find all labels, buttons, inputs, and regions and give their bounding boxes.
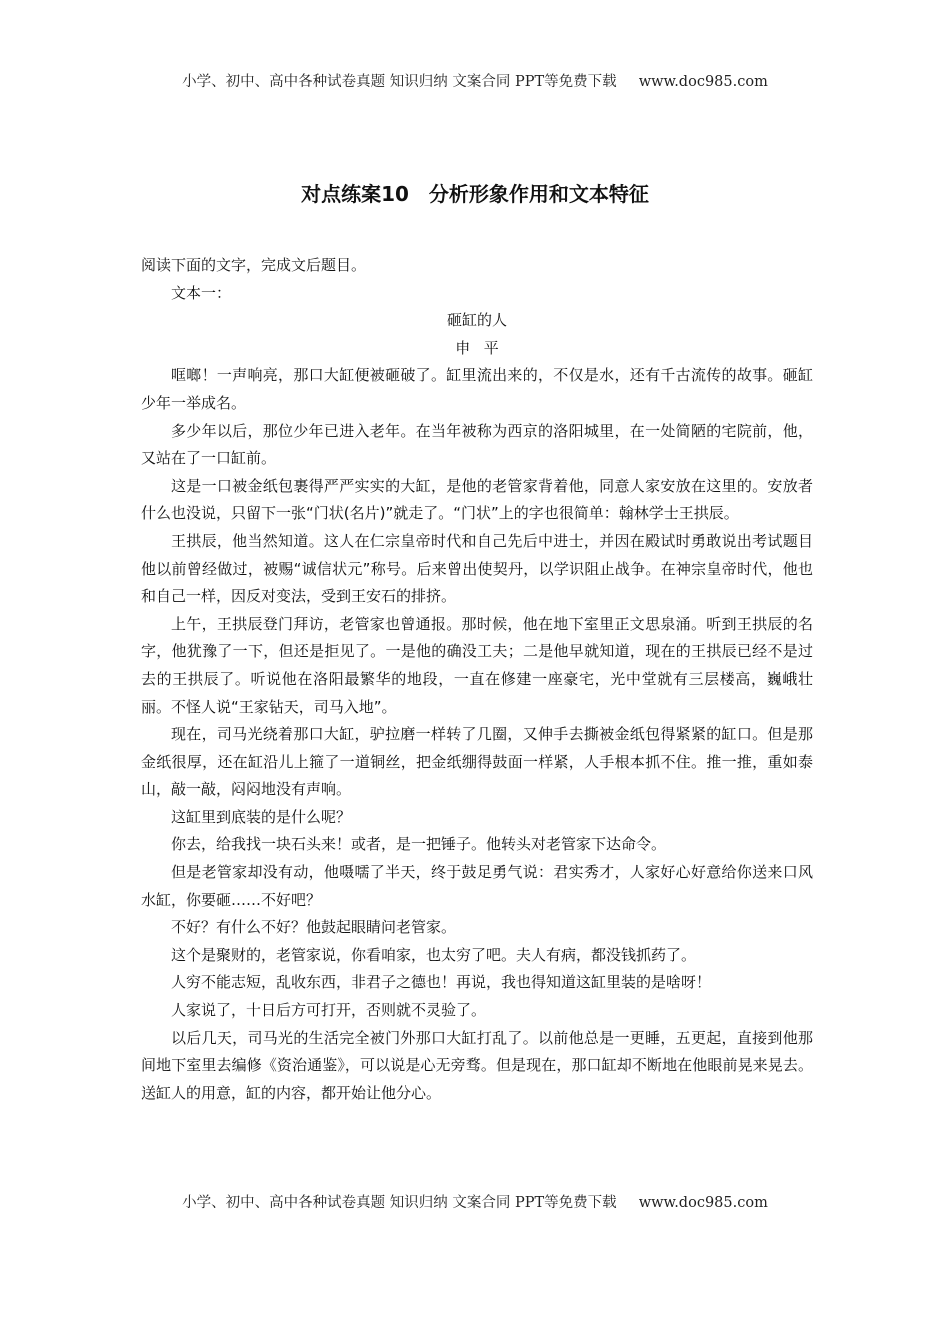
- page-title: 对点练案10 分析形象作用和文本特征: [301, 182, 649, 206]
- story-paragraph: 不好？有什么不好？他鼓起眼睛问老管家。: [171, 918, 457, 937]
- section-label: 文本一：: [171, 283, 232, 302]
- story-paragraph: 这个是聚财的，老管家说，你看咱家，也太穷了吧。夫人有病，都没钱抓药了。: [171, 945, 697, 964]
- story-paragraph: 这缸里到底装的是什么呢？: [171, 807, 352, 826]
- story-paragraph: 哐啷！一声响亮，那口大缸便被砸破了。缸里流出来的，不仅是水，还有千古流传的故事。砸缸少年一举成名。: [141, 366, 813, 412]
- story-paragraph: 上午，王拱辰登门拜访，老管家也曾通报。那时候，他在地下室里正文思泉涌。听到王拱辰的名字，他犹豫了一下，但还是拒见了。一是他的确没工夫；二是他早就知道，现在的王拱辰已经不是过去的王拱辰了。听说他在洛阳最繁华的地段，一直在修建一座豪宅，光中堂就有三层楼高，巍峨壮丽。不怪人说“王家钻天，司马入地”。: [141, 614, 813, 716]
- story-paragraph: 现在，司马光绕着那口大缸，驴拉磨一样转了几圈，又伸手去撕被金纸包得紧紧的缸口。但是那金纸很厚，还在缸沿儿上箍了一道铜丝，把金纸绷得鼓面一样紧，人手根本抓不住。推一推，重如泰山，敲一敲，闷闷地没有声响。: [141, 725, 813, 799]
- page-header: [0, 70, 950, 91]
- story-paragraph: 多少年以后，那位少年已进入老年。在当年被称为西京的洛阳城里，在一处简陋的宅院前，他，又站在了一口缸前。: [141, 421, 813, 468]
- story-paragraph: 人穷不能志短，乱收东西，非君子之德也！再说，我也得知道这缸里装的是啥呀！: [171, 973, 712, 992]
- footer-text: 小学、初中、高中各种试卷真题 知识归纳 文案合同 PPT等免费下载: [182, 1195, 617, 1211]
- header-url[interactable]: www.doc985.com: [638, 74, 768, 90]
- story-paragraph: 但是老管家却没有动，他嗫嚅了半天，终于鼓足勇气说：君实秀才，人家好心好意给你送来口风水缸，你要砸……不好吧？: [141, 863, 813, 909]
- page-footer: [0, 1191, 950, 1212]
- document-body: [141, 252, 813, 1107]
- story-title: 砸缸的人: [446, 311, 507, 330]
- instruction: 阅读下面的文字，完成文后题目。: [141, 256, 367, 274]
- header-text: 小学、初中、高中各种试卷真题 知识归纳 文案合同 PPT等免费下载: [182, 74, 617, 90]
- story-paragraph: 以后几天，司马光的生活完全被门外那口大缸打乱了。以前他总是一更睡，五更起，直接到他那间地下室里去编修《资治通鉴》，可以说是心无旁骛。但是现在，那口缸却不断地在他眼前晃来晃去。送缸人的用意，缸的内容，都开始让他分心。: [141, 1028, 813, 1102]
- footer-url[interactable]: www.doc985.com: [638, 1195, 768, 1211]
- story-paragraph: 你去，给我找一块石头来！或者，是一把锤子。他转头对老管家下达命令。: [171, 835, 667, 854]
- story-paragraph: 这是一口被金纸包裹得严严实实的大缸，是他的老管家背着他，同意人家安放在这里的。安放者什么也没说，只留下一张“门状(名片)”就走了。“门状”上的字也很简单：翰林学士王拱辰。: [141, 476, 813, 523]
- story-paragraph: 王拱辰，他当然知道。这人在仁宗皇帝时代和自己先后中进士，并因在殿试时勇敢说出考试题目他以前曾经做过，被赐“诚信状元”称号。后来曾出使契丹，以学识阻止战争。在神宗皇帝时代，他也和自己一样，因反对变法，受到王安石的排挤。: [141, 531, 813, 606]
- story-author: 申平: [455, 338, 513, 357]
- story-paragraph: 人家说了，十日后方可打开，否则就不灵验了。: [171, 1001, 487, 1020]
